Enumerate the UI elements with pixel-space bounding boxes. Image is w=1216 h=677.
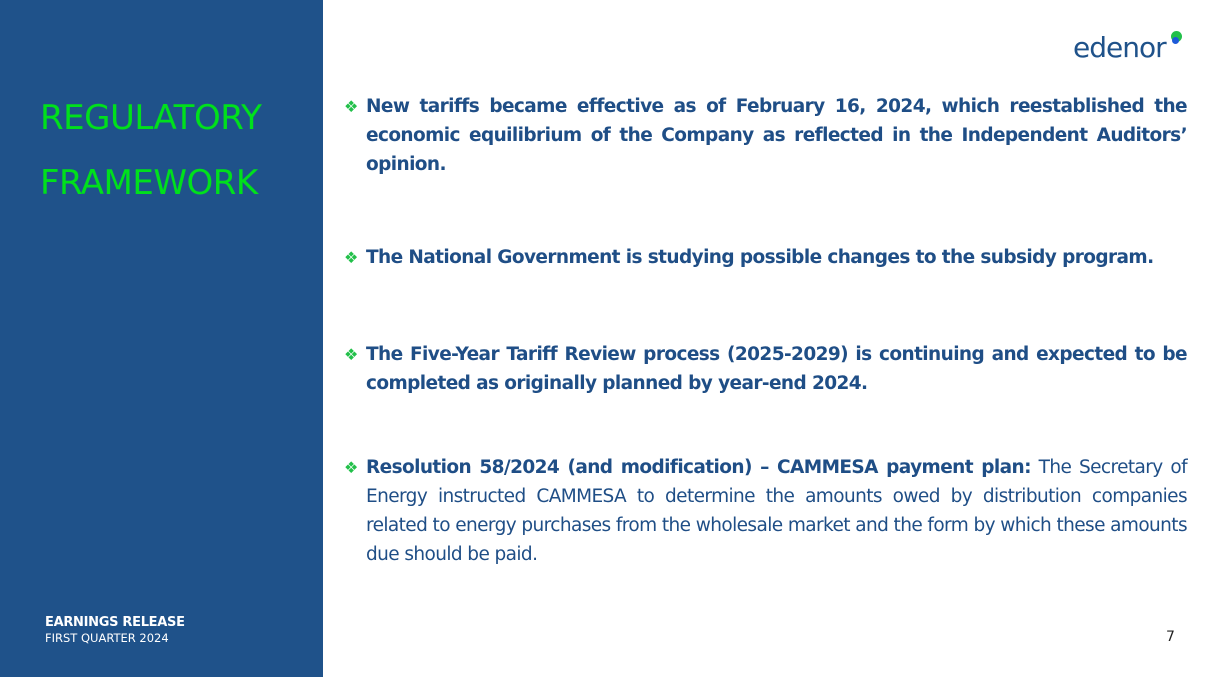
- bullet-item-1: [344, 92, 1187, 179]
- section-title-line-2: FRAMEWORK: [40, 163, 258, 203]
- logo-text: edenor: [1073, 31, 1166, 64]
- release-subtitle: FIRST QUARTER 2024: [45, 631, 169, 645]
- diamond-bullet-icon: ❖: [344, 458, 359, 477]
- bullet-text: [366, 453, 1187, 569]
- section-title: [40, 86, 261, 216]
- bullet-normal-text: The Secretary of Energy instructed CAMMESA to determine the amounts owed by distribution companies related to energy purchases from the wholesale market and the form by which these amounts due should be paid.: [366, 457, 1187, 565]
- release-title: EARNINGS RELEASE: [45, 615, 185, 630]
- diamond-bullet-icon: ❖: [344, 345, 359, 364]
- bullet-bold-text: New tariffs became effective as of February 16, 2024, which reestablished the economic equilibrium of the Company as reflected in the Independent Auditors’ opinion.: [366, 96, 1187, 175]
- bullet-bold-text: Resolution 58/2024 (and modification) – CAMMESA payment plan:: [366, 457, 1031, 478]
- diamond-bullet-icon: ❖: [344, 97, 359, 116]
- section-title-line-1: REGULATORY: [40, 98, 262, 138]
- sidebar-panel: [0, 0, 323, 677]
- bullet-text: [366, 92, 1187, 179]
- logo-dot-accent-icon: [1172, 37, 1179, 44]
- bullet-bold-text: The National Government is studying possible changes to the subsidy program.: [366, 247, 1154, 268]
- page-number: 7: [1166, 629, 1175, 645]
- earnings-release-label: [45, 614, 185, 646]
- bullet-text: [366, 340, 1187, 398]
- bullet-item-2: [344, 243, 1187, 272]
- bullet-item-4: [344, 453, 1187, 569]
- diamond-bullet-icon: ❖: [344, 248, 359, 267]
- bullet-text: [366, 243, 1187, 272]
- bullet-item-3: [344, 340, 1187, 398]
- bullet-bold-text: The Five-Year Tariff Review process (2025-2029) is continuing and expected to be completed as originally planned by year-end 2024.: [366, 344, 1187, 394]
- edenor-logo: [1073, 28, 1188, 68]
